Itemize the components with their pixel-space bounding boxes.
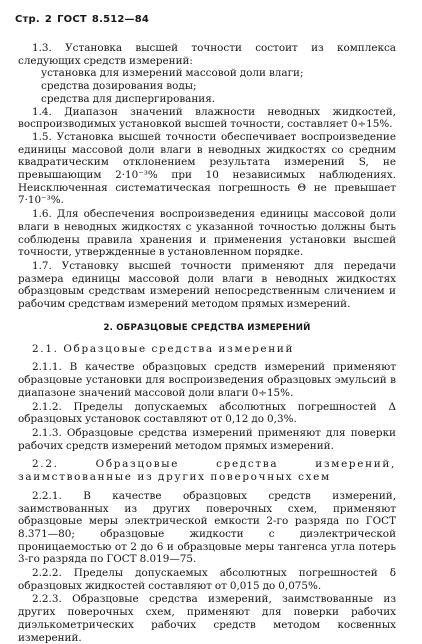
list-item: средства дозирования воды; xyxy=(41,80,197,93)
subsection-heading-2-2: 2.2. Образцовые средства измерений, заимствованные из других поверочных схем xyxy=(18,458,396,484)
paragraph-2-2-3: 2.2.3. Образцовые средства измерений, заимствованные из других поверочных схем, применяют для поверки рабочих диэлькометрических рабочих средств методом косвенных измерений. xyxy=(18,593,396,644)
paragraph-1-6: 1.6. Для обеспечения воспроизведения единицы массовой доли влаги в неводных жидкостях с указанной точностью должны быть соблюдены правила хранения и применения установки высшей точности, утвержденные в установленном порядке. xyxy=(18,208,396,259)
paragraph-2-2-1: 2.2.1. В качестве образцовых средств измерений, заимствованных из других поверочных схем, применяют образцовые меры электрической емкости 2-го разряда по ГОСТ 8.371—80; образцовые жидкости с диэлектрической проницаемостью от 2 до 6 и образцовые меры тангенса угла потерь 3-го разряда по ГОСТ 8.019—75. xyxy=(18,489,396,566)
paragraph-2-1-1: 2.1.1. В качестве образцовых средств измерений применяют образцовые установки для воспроизведения образцовых эмульсий в диапазоне значений массовой доли влаги 0÷15%. xyxy=(18,361,396,399)
list-item: установка для измерений массовой доли влаги; xyxy=(41,67,304,80)
paragraph-1-4: 1.4. Диапазон значений влажности неводных жидкостей, воспроизводимых установкой высшей точности, составляет 0÷15%. xyxy=(18,105,396,131)
paragraph-2-2-2: 2.2.2. Пределы допускаемых абсолютных погрешностей δ образцовых жидкостей составляют от 0,015 до 0,075%. xyxy=(18,567,396,592)
standard-name: ГОСТ xyxy=(57,14,87,25)
standard-code: 8.512—84 xyxy=(91,14,150,25)
page-number: 2 xyxy=(44,14,53,25)
paragraph-2-1-3: 2.1.3. Образцовые средства измерений применяют для поверки рабочих средств измерений методом прямых измерений. xyxy=(18,426,396,452)
list-item: средства для диспергирования. xyxy=(41,92,216,105)
paragraph-2-1-2: 2.1.2. Пределы допускаемых абсолютных погрешностей Δ образцовых установок составляют от 0,12 до 0,3%. xyxy=(18,400,396,426)
subsection-heading-2-1: 2.1. Образцовые средства измерений xyxy=(32,342,295,355)
paragraph-1-7: 1.7. Установку высшей точности применяют для передачи размера единицы массовой доли влаги в неводных жидкостях образцовым средствам измерений непосредственным сличением и рабочим средствам измерений методом прямых измерений. xyxy=(18,259,396,311)
page-header xyxy=(15,14,154,25)
section-heading: 2. ОБРАЗЦОВЫЕ СРЕДСТВА ИЗМЕРЕНИЙ xyxy=(103,322,311,333)
document-body xyxy=(18,42,396,644)
paragraph-1-3: 1.3. Установка высшей точности состоит из комплекса следующих средств измерений: xyxy=(18,42,396,67)
page-prefix: Стр. xyxy=(15,14,40,25)
paragraph-1-5: 1.5. Установка высшей точности обеспечивает воспроизведение единицы массовой доли влаги в неводных жидкостях со средним квадратическим отклонением результата измерений S, не превышающим 2·10⁻³% при 10 независимых наблюдениях. Неисключенная систематическая погрешность Θ не превышает 7·10⁻³%. xyxy=(18,130,396,207)
